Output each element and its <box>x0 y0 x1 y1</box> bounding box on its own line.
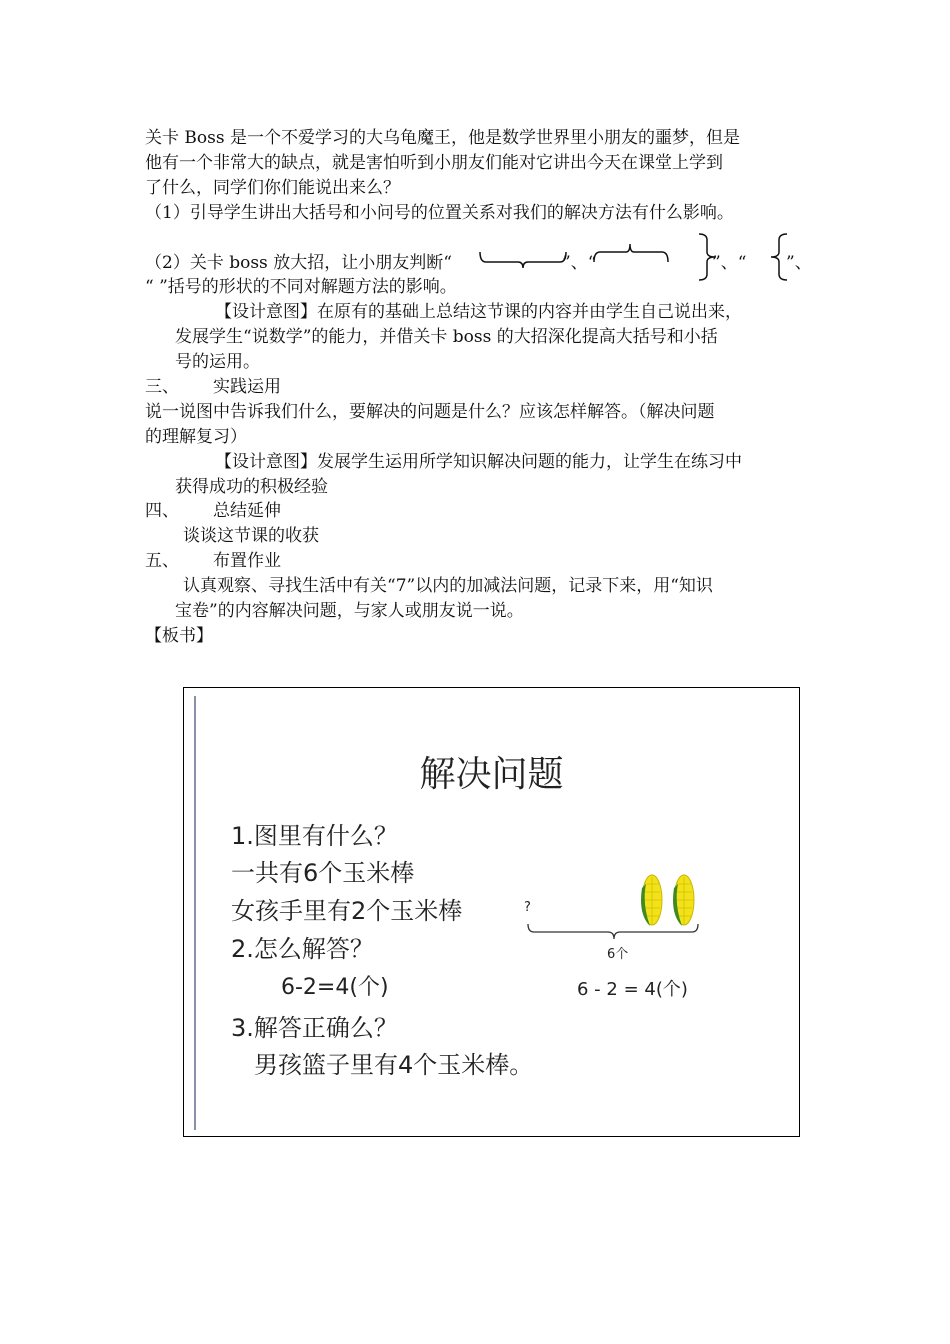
paragraph-line: ”、 <box>786 253 812 273</box>
paragraph-line: 谈谈这节课的收获 <box>183 526 319 546</box>
board-line: 男孩篮子里有4个玉米棒。 <box>254 1051 534 1079</box>
question-mark-label: ? <box>524 900 531 915</box>
paragraph-line: ”、“ <box>562 253 597 273</box>
paragraph-line: ”、“ <box>712 253 747 273</box>
paragraph-line: （1）引导学生讲出大括号和小问号的位置关系对我们的解决方法有什么影响。 <box>145 203 734 223</box>
blackboard-slide <box>183 687 800 1137</box>
paragraph-line: 说一说图中告诉我们什么，要解决的问题是什么？应该怎样解答。（解决问题 <box>145 402 715 422</box>
design-intent: 【设计意图】在原有的基础上总结这节课的内容并由学生自己说出来， <box>215 302 742 322</box>
paragraph-line: 发展学生“说数学”的能力，并借关卡 boss 的大招深化提高大括号和小括 <box>175 327 718 347</box>
paragraph-line: 宝卷”的内容解决问题，与家人或朋友说一说。 <box>175 601 524 621</box>
corn-icon <box>636 874 706 928</box>
paragraph-line: “ ”括号的形状的不同对解题方法的影响。 <box>145 277 457 297</box>
paragraph-line: 了什么，同学们你们能说出来么？ <box>145 178 400 198</box>
paragraph-line: 号的运用。 <box>175 352 260 372</box>
board-line: 女孩手里有2个玉米棒 <box>231 897 463 925</box>
board-heading: 【板书】 <box>145 626 213 646</box>
board-line: 2.怎么解答？ <box>231 935 374 963</box>
section-heading: 布置作业 <box>213 551 281 571</box>
paragraph-line: 的理解复习） <box>145 427 247 447</box>
section-number: 三、 <box>145 377 179 397</box>
board-equation: 6-2=4(个) <box>281 975 389 1000</box>
board-line: 一共有6个玉米棒 <box>231 859 415 887</box>
section-heading: 总结延伸 <box>213 501 281 521</box>
slide-title: 解决问题 <box>419 754 564 795</box>
paragraph-line: 获得成功的积极经验 <box>175 477 328 497</box>
total-bracket-icon <box>524 922 704 942</box>
section-number: 五、 <box>145 551 179 571</box>
section-heading: 实践运用 <box>213 377 281 397</box>
board-line: 3.解答正确么？ <box>231 1014 398 1042</box>
paragraph-line: 认真观察、寻找生活中有关“7”以内的加减法问题，记录下来，用“知识 <box>183 576 713 596</box>
board-line: 1.图里有什么？ <box>231 822 398 850</box>
bracket-down-icon <box>478 250 568 270</box>
paragraph-line: 他有一个非常大的缺点，就是害怕听到小朋友们能对它讲出今天在课堂上学到 <box>145 153 723 173</box>
bracket-up-icon <box>592 242 672 264</box>
paragraph-line: 关卡 Boss 是一个不爱学习的大乌龟魔王，他是数学世界里小朋友的噩梦，但是 <box>145 128 740 148</box>
total-label: 6个 <box>607 947 629 962</box>
section-number: 四、 <box>145 501 179 521</box>
diagram-equation: 6 - 2 = 4(个) <box>577 979 688 1000</box>
design-intent: 【设计意图】发展学生运用所学知识解决问题的能力，让学生在练习中 <box>215 452 742 472</box>
paragraph-line: （2）关卡 boss 放大招，让小朋友判断“ <box>145 253 452 273</box>
